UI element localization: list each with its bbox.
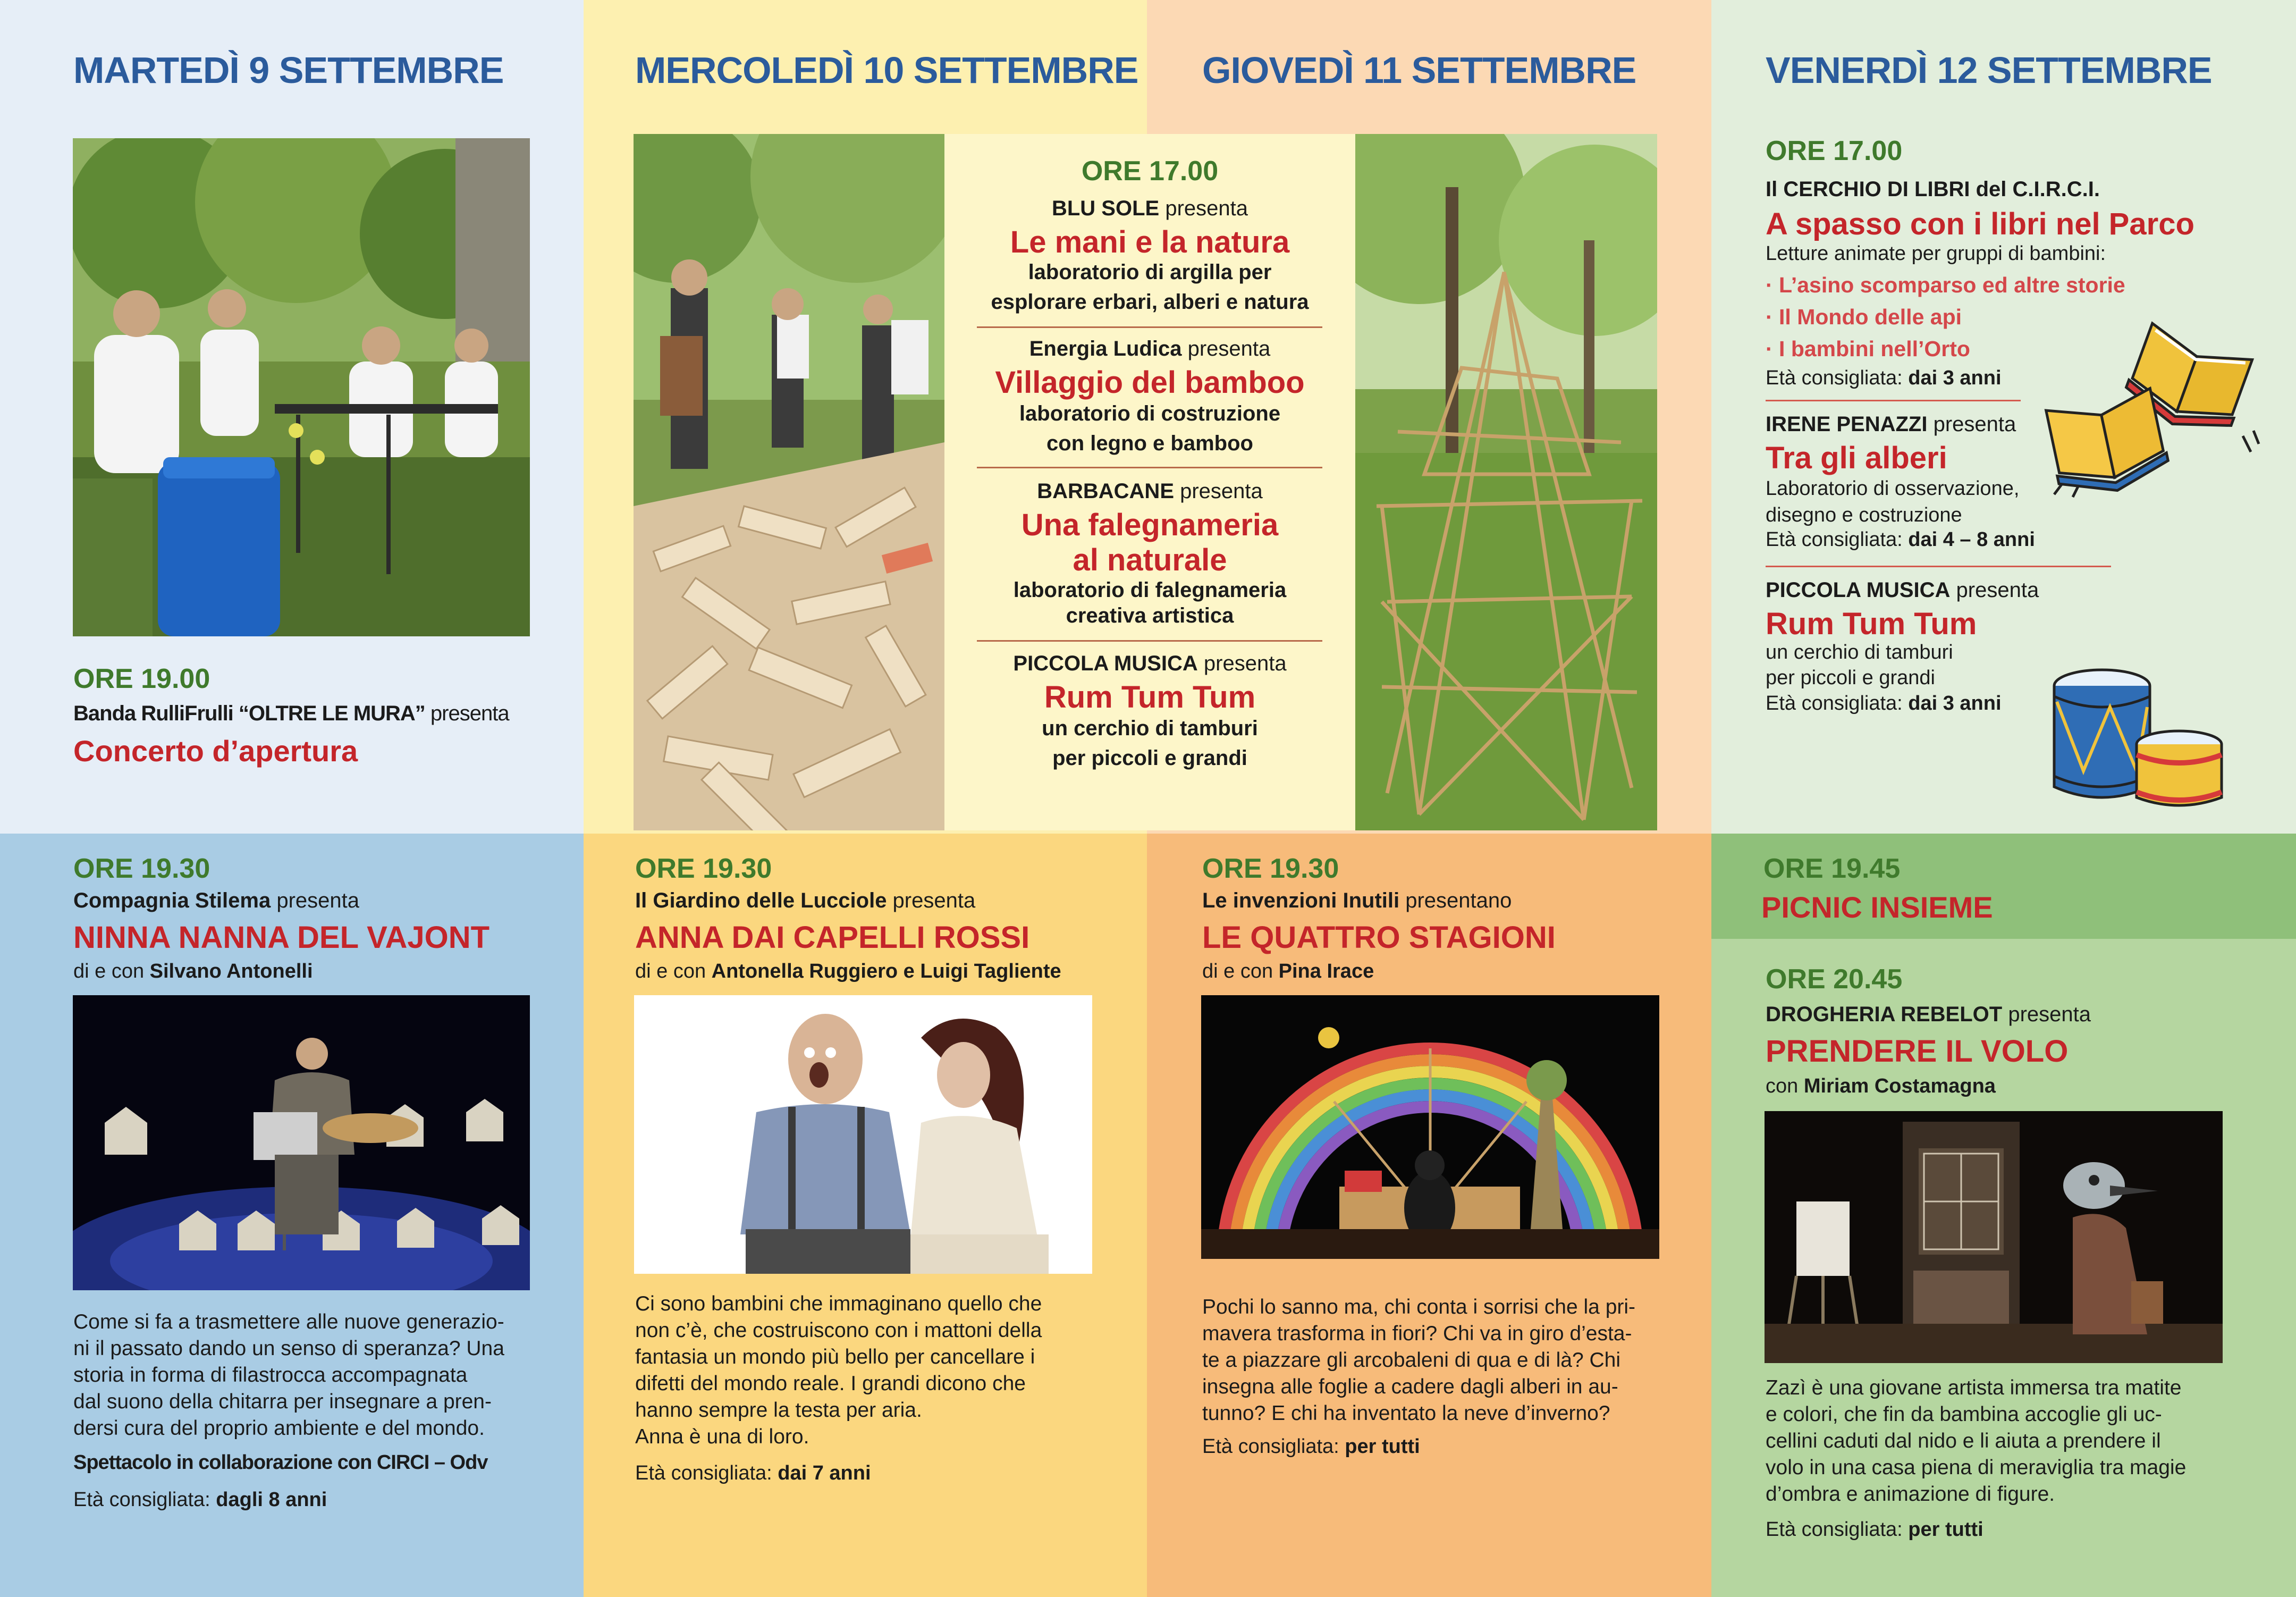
fri-age2-value: dai 4 – 8 anni (1908, 528, 2035, 551)
center-event1-organizer (944, 197, 1355, 221)
b3-credit-pre: di e con (1202, 960, 1279, 982)
b1-desc-line: dersi cura del proprio ambiente e del mondo. (73, 1417, 485, 1440)
friday-event1-title: A spasso con i libri nel Parco (1766, 207, 2194, 241)
bamboo-structure-photo (1355, 134, 1657, 830)
center-event2-title: Villaggio del bamboo (995, 365, 1305, 400)
b2-time: ORE 19.30 (635, 853, 772, 884)
fri-age3-label: Età consigliata: (1766, 692, 1909, 715)
tuesday-event-title: Concerto d’apertura (73, 734, 358, 768)
fri-e3-presents: presenta (1950, 578, 2039, 602)
b3-description (1202, 1294, 1659, 1427)
b2-description (635, 1291, 1092, 1450)
center-event3-desc2 (944, 604, 1355, 628)
b3-presents: presentano (1399, 889, 1512, 912)
day-heading-tuesday: MARTEDÌ 9 SETTEMBRE (73, 49, 504, 91)
e4-desc2-text: per piccoli e grandi (1052, 746, 1247, 770)
fri-age3-value: dai 3 anni (1908, 692, 2002, 715)
b4-title: PRENDERE IL VOLO (1766, 1034, 2069, 1069)
day-heading-wednesday: MERCOLEDÌ 10 SETTEMBRE (635, 49, 1138, 91)
fri-age1-label: Età consigliata: (1766, 367, 1909, 389)
fri-e3-org-name: PICCOLA MUSICA (1766, 578, 1951, 602)
b3-organizer (1202, 889, 1512, 913)
center-event4-title: Rum Tum Tum (1044, 680, 1256, 715)
b2-age-value: dai 7 anni (778, 1462, 871, 1484)
center-event3-organizer (944, 480, 1355, 503)
b2-presents: presenta (887, 889, 976, 912)
b1-age-value: dagli 8 anni (216, 1489, 327, 1511)
b4-desc-line: e colori, che fin da bambina accoglie gli uc- (1766, 1403, 2162, 1426)
b2-credit-name: Antonella Ruggiero e Luigi Tagliente (711, 960, 1061, 982)
e3-desc2-text: creativa artistica (1066, 604, 1234, 627)
center-event2-desc2 (944, 432, 1355, 456)
friday-event1-organizer (1766, 178, 2100, 201)
vajont-show-photo (73, 995, 530, 1290)
friday-divider-1 (1766, 400, 2021, 401)
tuesday-presents: presenta (425, 702, 509, 725)
b1-desc-line: dal suono della chitarra per insegnare a pren- (73, 1390, 492, 1413)
friday-event3-desc1: un cerchio di tamburi (1766, 641, 1953, 663)
center-event3-title-line2: al naturale (1073, 543, 1227, 577)
b2-desc-line: hanno sempre la testa per aria. (635, 1399, 922, 1422)
b4-presents: presenta (2002, 1003, 2091, 1026)
friday-event3-age (1766, 692, 2002, 715)
b3-desc-line: te a piazzare gli arcobaleni di qua e di là? Chi (1202, 1349, 1620, 1372)
b1-presents: presenta (271, 889, 359, 912)
friday-event1-age (1766, 367, 2002, 390)
b2-org-name: Il Giardino delle Lucciole (635, 889, 887, 912)
e3-desc1-text: laboratorio di falegnameria (1013, 578, 1287, 602)
e2-org-name: Energia Ludica (1029, 337, 1182, 360)
center-event2-organizer (944, 337, 1355, 361)
b1-age-label: Età consigliata: (73, 1489, 216, 1511)
b1-age (73, 1489, 327, 1511)
center-event4-desc2 (944, 746, 1355, 770)
e3-org-name: BARBACANE (1037, 480, 1174, 503)
b4-org-name: DROGHERIA REBELOT (1766, 1003, 2003, 1026)
e4-desc1-text: un cerchio di tamburi (1042, 717, 1258, 740)
b4-credit-pre: con (1766, 1075, 1804, 1097)
prendere-il-volo-show-photo (1765, 1111, 2223, 1363)
friday-reading-item-1: · L’asino scomparso ed altre storie (1766, 273, 2125, 297)
b3-desc-line: mavera trasforma in fiori? Chi va in giro d’esta- (1202, 1322, 1632, 1345)
b2-organizer (635, 889, 975, 913)
b2-age-label: Età consigliata: (635, 1462, 778, 1484)
friday-event3-desc2: per piccoli e grandi (1766, 667, 1935, 689)
b1-credit-name: Silvano Antonelli (149, 960, 313, 982)
b3-credit-name: Pina Irace (1278, 960, 1374, 982)
b3-age-label: Età consigliata: (1202, 1435, 1345, 1458)
tuesday-organizer (73, 702, 509, 726)
day-heading-thursday: GIOVEDÌ 11 SETTEMBRE (1202, 49, 1636, 91)
e1-desc1-text: laboratorio di argilla per (1028, 260, 1272, 284)
center-event1-desc1 (944, 260, 1355, 284)
center-event4-organizer (944, 652, 1355, 676)
friday-reading-item-3: · I bambini nell’Orto (1766, 337, 1970, 361)
b3-org-name: Le invenzioni Inutili (1202, 889, 1400, 912)
friday-event2-desc1: Laboratorio di osservazione, (1766, 477, 2020, 500)
b4-desc-line: cellini caduti dal nido e li aiuta a prendere il (1766, 1430, 2161, 1452)
anna-show-photo (634, 995, 1092, 1274)
day-heading-friday: VENERDÌ 12 SETTEMBRE (1766, 49, 2212, 91)
b1-desc-line: storia in forma di filastrocca accompagnata (73, 1364, 468, 1386)
b4-age-label: Età consigliata: (1766, 1518, 1909, 1541)
drum-band-photo (73, 138, 530, 636)
center-event4-desc1 (944, 717, 1355, 741)
b2-desc-line: Ci sono bambini che immaginano quello che (635, 1292, 1042, 1315)
b3-age (1202, 1435, 1420, 1458)
friday-event2-age (1766, 528, 2035, 551)
b4-desc-line: d’ombra e animazione di figure. (1766, 1483, 2055, 1506)
b1-collab-text: Spettacolo in collaborazione con CIRCI – Odv (73, 1451, 488, 1474)
b4-desc-line: volo in una casa piena di meraviglia tra magie (1766, 1456, 2187, 1479)
fri-age1-value: dai 3 anni (1908, 367, 2002, 389)
b1-desc-line: Come si fa a trasmettere alle nuove generazio- (73, 1310, 504, 1333)
b4-time-picnic: ORE 19.45 (1763, 853, 1901, 884)
e2-presents: presenta (1181, 337, 1271, 360)
e1-desc2-text: esplorare erbari, alberi e natura (991, 290, 1309, 314)
tuesday-time: ORE 19.00 (73, 663, 210, 694)
e4-org-name: PICCOLA MUSICA (1013, 652, 1198, 675)
b4-age-value: per tutti (1908, 1518, 1983, 1541)
b1-org-name: Compagnia Stilema (73, 889, 271, 912)
b4-credit (1766, 1075, 1996, 1098)
wood-workshop-photo (634, 134, 944, 830)
fri-e1-org-name: Il CERCHIO DI LIBRI del C.I.R.C.I. (1766, 178, 2100, 201)
b2-age (635, 1462, 871, 1485)
e2-desc1-text: laboratorio di costruzione (1019, 402, 1281, 425)
center-event2-desc1 (944, 402, 1355, 426)
e3-presents: presenta (1174, 480, 1263, 503)
b2-title: ANNA DAI CAPELLI ROSSI (635, 920, 1030, 955)
b4-time-show: ORE 20.45 (1766, 964, 1903, 995)
b1-collaboration (73, 1451, 487, 1474)
friday-reading-item-2: · Il Mondo delle api (1766, 305, 1962, 329)
center-divider-2 (977, 467, 1322, 468)
b4-picnic-title: PICNIC INSIEME (1761, 890, 1993, 924)
tuesday-organizer-name: Banda RulliFrulli “OLTRE LE MURA” (73, 702, 425, 725)
fri-age2-label: Età consigliata: (1766, 528, 1909, 551)
b3-title: LE QUATTRO STAGIONI (1202, 920, 1556, 955)
fri-e2-org-name: IRENE PENAZZI (1766, 413, 1928, 436)
e1-presents: presenta (1159, 197, 1248, 220)
b4-credit-name: Miriam Costamagna (1803, 1075, 1996, 1097)
e1-org-name: BLU SOLE (1051, 197, 1160, 220)
b1-time: ORE 19.30 (73, 853, 210, 884)
friday-event2-title: Tra gli alberi (1766, 441, 1947, 475)
center-event1-title: Le mani e la natura (1010, 225, 1290, 259)
center-time: ORE 17.00 (1081, 156, 1219, 187)
fri-e2-presents: presenta (1927, 413, 2016, 436)
b4-description (1766, 1375, 2223, 1508)
b4-desc-line: Zazì è una giovane artista immersa tra matite (1766, 1376, 2182, 1399)
friday-event1-intro: Letture animate per gruppi di bambini: (1766, 242, 2106, 265)
b4-organizer (1766, 1003, 2091, 1027)
friday-event2-desc2: disegno e costruzione (1766, 504, 1962, 526)
friday-event2-organizer (1766, 413, 2016, 436)
friday-event3-title: Rum Tum Tum (1766, 607, 1977, 641)
friday-event3-organizer (1766, 578, 2039, 602)
b2-desc-line: non c’è, che costruiscono con i mattoni della (635, 1319, 1042, 1342)
b1-title: NINNA NANNA DEL VAJONT (73, 920, 490, 955)
center-event3-title-line1: Una falegnameria (1021, 508, 1279, 542)
b2-desc-line: fantasia un mondo più bello per cancellare i (635, 1346, 1035, 1368)
b4-age (1766, 1518, 1983, 1541)
b3-time: ORE 19.30 (1202, 853, 1339, 884)
b3-desc-line: insegna alle foglie a cadere dagli alberi in au- (1202, 1375, 1618, 1398)
e4-presents: presenta (1197, 652, 1287, 675)
b3-desc-line: tunno? E chi ha inventato la neve d’inverno? (1202, 1402, 1610, 1425)
b2-desc-line: difetti del mondo reale. I grandi dicono che (635, 1372, 1026, 1395)
b1-desc-line: ni il passato dando un senso di speranza? Una (73, 1337, 504, 1360)
e2-desc2-text: con legno e bamboo (1046, 432, 1253, 455)
b2-desc-line: Anna è una di loro. (635, 1425, 809, 1448)
b3-desc-line: Pochi lo sanno ma, chi conta i sorrisi che la pri- (1202, 1296, 1636, 1318)
books-illustration (2041, 308, 2264, 500)
friday-time: ORE 17.00 (1766, 136, 1903, 166)
center-divider-1 (977, 326, 1322, 328)
b2-credit-pre: di e con (635, 960, 712, 982)
center-event3-desc1 (944, 578, 1355, 602)
drums-illustration (2052, 665, 2227, 813)
b3-age-value: per tutti (1345, 1435, 1420, 1458)
b1-organizer (73, 889, 359, 913)
center-divider-3 (977, 640, 1322, 642)
four-seasons-show-photo (1201, 995, 1659, 1259)
b1-description (73, 1309, 530, 1442)
b1-credit (73, 960, 313, 983)
b3-credit (1202, 960, 1374, 983)
center-event1-desc2 (944, 290, 1355, 314)
b2-credit (635, 960, 1061, 983)
b1-credit-pre: di e con (73, 960, 150, 982)
friday-divider-2 (1766, 566, 2111, 567)
